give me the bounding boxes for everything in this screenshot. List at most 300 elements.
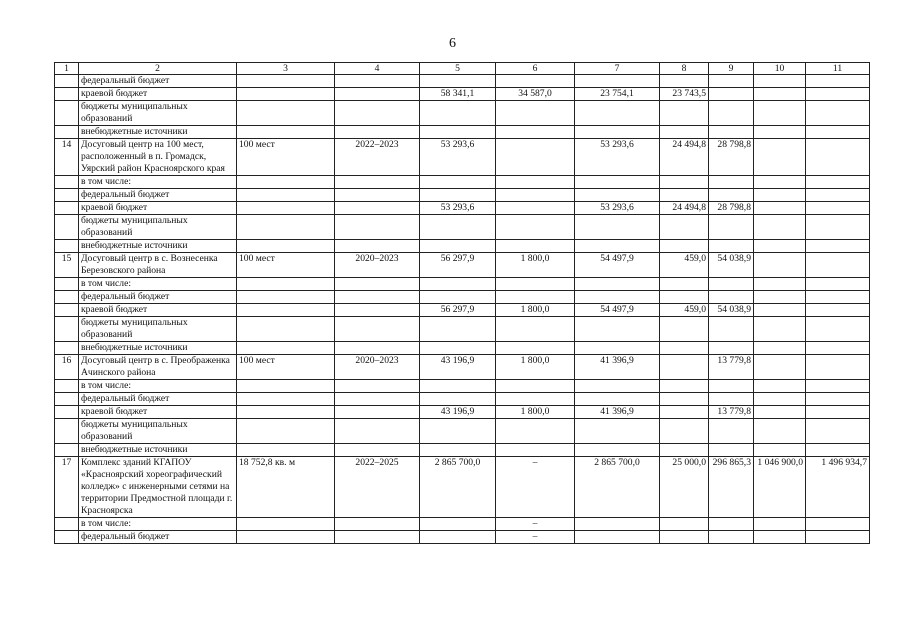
- table-cell: [660, 406, 709, 419]
- table-row: [55, 304, 870, 317]
- table-cell: [806, 380, 870, 393]
- table-cell: 53 293,6: [575, 202, 660, 215]
- table-cell: федеральный бюджет: [79, 393, 237, 406]
- table-cell: [575, 240, 660, 253]
- column-header: 7: [575, 63, 660, 75]
- table-row: [55, 317, 870, 342]
- table-cell: [237, 444, 335, 457]
- table-row: [55, 380, 870, 393]
- table-cell: [575, 291, 660, 304]
- table-cell: [575, 342, 660, 355]
- table-row: [55, 406, 870, 419]
- table-row: [55, 291, 870, 304]
- table-cell: 2022–2023: [335, 139, 420, 176]
- table-row: [55, 518, 870, 531]
- table-cell: 100 мест: [237, 355, 335, 380]
- table-cell: –: [496, 457, 575, 518]
- table-cell: [709, 215, 754, 240]
- table-cell: 25 000,0: [660, 457, 709, 518]
- table-cell: [806, 291, 870, 304]
- table-cell: 28 798,8: [709, 202, 754, 215]
- table-cell: 43 196,9: [420, 355, 496, 380]
- column-header: 5: [420, 63, 496, 75]
- table-cell: федеральный бюджет: [79, 291, 237, 304]
- column-header: 9: [709, 63, 754, 75]
- table-cell: 296 865,3: [709, 457, 754, 518]
- table-cell: [420, 291, 496, 304]
- table-cell: бюджеты муниципальных образований: [79, 215, 237, 240]
- table-cell: [55, 215, 79, 240]
- table-cell: [709, 393, 754, 406]
- table-row: [55, 393, 870, 406]
- table-cell: [754, 291, 806, 304]
- table-cell: [660, 317, 709, 342]
- table-cell: [754, 215, 806, 240]
- table-cell: федеральный бюджет: [79, 189, 237, 202]
- table-cell: 58 341,1: [420, 88, 496, 101]
- table-cell: 24 494,8: [660, 139, 709, 176]
- table-row: [55, 355, 870, 380]
- table-cell: 53 293,6: [420, 202, 496, 215]
- table-cell: [496, 215, 575, 240]
- table-cell: [55, 419, 79, 444]
- table-cell: [806, 304, 870, 317]
- table-row: [55, 215, 870, 240]
- table-cell: [496, 444, 575, 457]
- table-cell: внебюджетные источники: [79, 126, 237, 139]
- table-cell: [237, 240, 335, 253]
- table-cell: [754, 531, 806, 544]
- column-header: 4: [335, 63, 420, 75]
- table-cell: 2 865 700,0: [420, 457, 496, 518]
- table-cell: [420, 393, 496, 406]
- table-cell: [660, 419, 709, 444]
- table-row: [55, 531, 870, 544]
- table-cell: 56 297,9: [420, 253, 496, 278]
- table-cell: [55, 518, 79, 531]
- table-row: [55, 278, 870, 291]
- table-cell: [335, 278, 420, 291]
- column-header: 3: [237, 63, 335, 75]
- table-cell: [660, 342, 709, 355]
- table-cell: [709, 342, 754, 355]
- table-cell: [754, 342, 806, 355]
- table-cell: [660, 101, 709, 126]
- table-cell: 18 752,8 кв. м: [237, 457, 335, 518]
- table-cell: [335, 176, 420, 189]
- table-cell: [420, 531, 496, 544]
- table-cell: [806, 518, 870, 531]
- table-cell: [55, 176, 79, 189]
- table-cell: [709, 278, 754, 291]
- column-header: 8: [660, 63, 709, 75]
- table-row: [55, 202, 870, 215]
- table-cell: [806, 355, 870, 380]
- table-cell: [660, 291, 709, 304]
- table-cell: 459,0: [660, 304, 709, 317]
- column-header: 2: [79, 63, 237, 75]
- table-cell: [754, 202, 806, 215]
- column-header: 6: [496, 63, 575, 75]
- table-cell: [806, 101, 870, 126]
- table-cell: [709, 126, 754, 139]
- table-cell: [496, 126, 575, 139]
- table-cell: [237, 189, 335, 202]
- table-cell: [55, 202, 79, 215]
- table-cell: [237, 202, 335, 215]
- table-cell: 34 587,0: [496, 88, 575, 101]
- table-cell: [55, 88, 79, 101]
- table-cell: [575, 380, 660, 393]
- table-cell: [420, 101, 496, 126]
- table-cell: [237, 176, 335, 189]
- table-cell: [237, 419, 335, 444]
- table-cell: [55, 406, 79, 419]
- table-cell: [806, 406, 870, 419]
- table-cell: [496, 176, 575, 189]
- table-cell: [55, 291, 79, 304]
- table-cell: Досуговый центр в с. Вознесенка Березовского района: [79, 253, 237, 278]
- table-cell: [55, 380, 79, 393]
- table-cell: [754, 278, 806, 291]
- header-row: [55, 63, 870, 75]
- table-cell: 1 800,0: [496, 355, 575, 380]
- table-cell: 2022–2025: [335, 457, 420, 518]
- table-cell: [575, 278, 660, 291]
- table-cell: [806, 444, 870, 457]
- table-cell: 53 293,6: [575, 139, 660, 176]
- table-cell: [660, 75, 709, 88]
- table-cell: [806, 240, 870, 253]
- table-cell: краевой бюджет: [79, 304, 237, 317]
- table-cell: [806, 215, 870, 240]
- table-cell: [237, 518, 335, 531]
- table-cell: Досуговый центр в с. Преображенка Ачинского района: [79, 355, 237, 380]
- table-cell: [420, 75, 496, 88]
- table-cell: [55, 342, 79, 355]
- table-cell: [496, 75, 575, 88]
- table-cell: [754, 176, 806, 189]
- table-cell: [709, 88, 754, 101]
- table-cell: [575, 531, 660, 544]
- table-cell: 100 мест: [237, 253, 335, 278]
- table-cell: [660, 176, 709, 189]
- table-cell: [335, 342, 420, 355]
- table-cell: [660, 380, 709, 393]
- table-cell: [709, 240, 754, 253]
- table-cell: [709, 380, 754, 393]
- table-cell: [420, 240, 496, 253]
- table-cell: [55, 75, 79, 88]
- table-cell: [660, 240, 709, 253]
- table-cell: 13 779,8: [709, 355, 754, 380]
- table-cell: [806, 317, 870, 342]
- table-cell: 1 800,0: [496, 253, 575, 278]
- table-cell: [420, 380, 496, 393]
- table-cell: [335, 126, 420, 139]
- table-row: [55, 75, 870, 88]
- table-cell: [806, 139, 870, 176]
- table-cell: краевой бюджет: [79, 406, 237, 419]
- table-cell: [55, 393, 79, 406]
- table-cell: бюджеты муниципальных образований: [79, 317, 237, 342]
- table-cell: [575, 518, 660, 531]
- table-cell: [420, 189, 496, 202]
- table-cell: [55, 317, 79, 342]
- table-cell: [496, 342, 575, 355]
- table-cell: [806, 419, 870, 444]
- table-row: [55, 126, 870, 139]
- table-cell: [55, 304, 79, 317]
- table-cell: [496, 380, 575, 393]
- table-cell: [237, 215, 335, 240]
- table-cell: [496, 278, 575, 291]
- table-cell: [754, 139, 806, 176]
- table-cell: [806, 88, 870, 101]
- table-cell: 41 396,9: [575, 406, 660, 419]
- table-cell: [660, 444, 709, 457]
- table-cell: [496, 393, 575, 406]
- table-cell: [709, 444, 754, 457]
- table-cell: [335, 202, 420, 215]
- table-cell: [496, 189, 575, 202]
- table-row: [55, 342, 870, 355]
- table-cell: 24 494,8: [660, 202, 709, 215]
- table-cell: [237, 393, 335, 406]
- table-cell: [55, 240, 79, 253]
- table-cell: федеральный бюджет: [79, 75, 237, 88]
- table-cell: 54 038,9: [709, 253, 754, 278]
- table-cell: –: [496, 531, 575, 544]
- table-cell: [237, 126, 335, 139]
- table-cell: [575, 215, 660, 240]
- table-cell: [237, 75, 335, 88]
- table-cell: [709, 531, 754, 544]
- table-row: [55, 253, 870, 278]
- table-cell: [335, 531, 420, 544]
- table-cell: [754, 518, 806, 531]
- table-cell: [806, 126, 870, 139]
- table-row: [55, 419, 870, 444]
- table-cell: [575, 101, 660, 126]
- table-cell: [754, 101, 806, 126]
- table-cell: в том числе:: [79, 278, 237, 291]
- table-cell: [335, 317, 420, 342]
- table-cell: [660, 531, 709, 544]
- table-cell: [754, 380, 806, 393]
- table-cell: [237, 304, 335, 317]
- table-cell: [420, 176, 496, 189]
- table-cell: [420, 518, 496, 531]
- table-cell: [806, 531, 870, 544]
- table-cell: [754, 75, 806, 88]
- table-cell: [55, 189, 79, 202]
- table-row: [55, 189, 870, 202]
- table-cell: 23 754,1: [575, 88, 660, 101]
- table-cell: краевой бюджет: [79, 88, 237, 101]
- table-cell: [420, 126, 496, 139]
- table-cell: внебюджетные источники: [79, 342, 237, 355]
- table-cell: [496, 139, 575, 176]
- table-cell: [660, 518, 709, 531]
- table-cell: 1 496 934,7: [806, 457, 870, 518]
- table-cell: [754, 126, 806, 139]
- table-cell: [754, 253, 806, 278]
- table-cell: [806, 278, 870, 291]
- table-cell: 54 038,9: [709, 304, 754, 317]
- table-cell: [575, 189, 660, 202]
- table-cell: [237, 291, 335, 304]
- table-cell: [335, 380, 420, 393]
- table-row: [55, 88, 870, 101]
- table-cell: в том числе:: [79, 518, 237, 531]
- table-cell: [237, 380, 335, 393]
- table-cell: 100 мест: [237, 139, 335, 176]
- table-cell: [575, 75, 660, 88]
- table-cell: [335, 240, 420, 253]
- table-cell: 53 293,6: [420, 139, 496, 176]
- table-cell: [335, 215, 420, 240]
- table-cell: федеральный бюджет: [79, 531, 237, 544]
- table-cell: [709, 176, 754, 189]
- table-cell: внебюджетные источники: [79, 240, 237, 253]
- table-cell: [575, 317, 660, 342]
- table-cell: [754, 317, 806, 342]
- table-cell: [806, 176, 870, 189]
- table-cell: [660, 355, 709, 380]
- table-cell: [335, 101, 420, 126]
- table-cell: [806, 253, 870, 278]
- table-cell: [660, 278, 709, 291]
- table-cell: [754, 355, 806, 380]
- table-cell: в том числе:: [79, 380, 237, 393]
- table-cell: [237, 406, 335, 419]
- table-cell: 1 800,0: [496, 406, 575, 419]
- table-cell: [496, 101, 575, 126]
- table-cell: [754, 393, 806, 406]
- table-cell: бюджеты муниципальных образований: [79, 419, 237, 444]
- table-cell: [575, 126, 660, 139]
- table-cell: 2020–2023: [335, 253, 420, 278]
- table-cell: 16: [55, 355, 79, 380]
- table-cell: [754, 88, 806, 101]
- table-cell: [335, 304, 420, 317]
- table-cell: [709, 101, 754, 126]
- table-cell: 54 497,9: [575, 304, 660, 317]
- table-cell: [754, 304, 806, 317]
- table-cell: [754, 406, 806, 419]
- table-cell: [575, 444, 660, 457]
- table-cell: [575, 419, 660, 444]
- table-cell: [335, 419, 420, 444]
- table-cell: 56 297,9: [420, 304, 496, 317]
- table-row: [55, 101, 870, 126]
- table-cell: [420, 278, 496, 291]
- table-cell: внебюджетные источники: [79, 444, 237, 457]
- table-cell: [335, 518, 420, 531]
- column-header: 10: [754, 63, 806, 75]
- column-header: 1: [55, 63, 79, 75]
- table-cell: [709, 189, 754, 202]
- table-cell: [420, 317, 496, 342]
- table-cell: [237, 531, 335, 544]
- table-cell: [709, 75, 754, 88]
- table-cell: [806, 75, 870, 88]
- table-cell: 23 743,5: [660, 88, 709, 101]
- table-cell: [660, 189, 709, 202]
- table-row: [55, 240, 870, 253]
- table-cell: [335, 189, 420, 202]
- table-cell: [575, 176, 660, 189]
- table-cell: [237, 342, 335, 355]
- table-cell: [237, 317, 335, 342]
- table-cell: [754, 419, 806, 444]
- table-cell: [237, 278, 335, 291]
- table-cell: [496, 317, 575, 342]
- table-cell: краевой бюджет: [79, 202, 237, 215]
- table-cell: [496, 240, 575, 253]
- table-cell: 17: [55, 457, 79, 518]
- table-cell: [496, 291, 575, 304]
- table-cell: [420, 342, 496, 355]
- table-cell: [496, 202, 575, 215]
- table-cell: в том числе:: [79, 176, 237, 189]
- table-cell: [335, 75, 420, 88]
- table-cell: –: [496, 518, 575, 531]
- page-number: 6: [449, 36, 456, 51]
- table-cell: 13 779,8: [709, 406, 754, 419]
- table-cell: 2020–2023: [335, 355, 420, 380]
- table-cell: 28 798,8: [709, 139, 754, 176]
- table-cell: Досуговый центр на 100 мест, расположенный в п. Громадск, Уярский район Красноярского края: [79, 139, 237, 176]
- table-cell: [660, 126, 709, 139]
- table-cell: [709, 419, 754, 444]
- table-row: [55, 457, 870, 518]
- table-cell: [420, 444, 496, 457]
- table-cell: 54 497,9: [575, 253, 660, 278]
- table-cell: 14: [55, 139, 79, 176]
- table-cell: [660, 393, 709, 406]
- table-cell: [754, 444, 806, 457]
- table-cell: [55, 531, 79, 544]
- table-cell: [335, 291, 420, 304]
- table-cell: [55, 444, 79, 457]
- table-cell: [335, 444, 420, 457]
- table-cell: 1 046 900,0: [754, 457, 806, 518]
- table-cell: [55, 101, 79, 126]
- table-cell: [709, 291, 754, 304]
- table-cell: [420, 215, 496, 240]
- table-cell: [806, 202, 870, 215]
- table-cell: [806, 393, 870, 406]
- table-cell: [754, 240, 806, 253]
- table-row: [55, 139, 870, 176]
- table-cell: [335, 393, 420, 406]
- table-cell: [806, 342, 870, 355]
- table-cell: [55, 278, 79, 291]
- table-cell: 1 800,0: [496, 304, 575, 317]
- table-cell: [709, 317, 754, 342]
- table-row: [55, 176, 870, 189]
- column-header: 11: [806, 63, 870, 75]
- table-cell: [660, 215, 709, 240]
- table-cell: [709, 518, 754, 531]
- table-cell: [754, 189, 806, 202]
- table-cell: [335, 88, 420, 101]
- table-cell: [335, 406, 420, 419]
- table-cell: [575, 393, 660, 406]
- table-cell: 2 865 700,0: [575, 457, 660, 518]
